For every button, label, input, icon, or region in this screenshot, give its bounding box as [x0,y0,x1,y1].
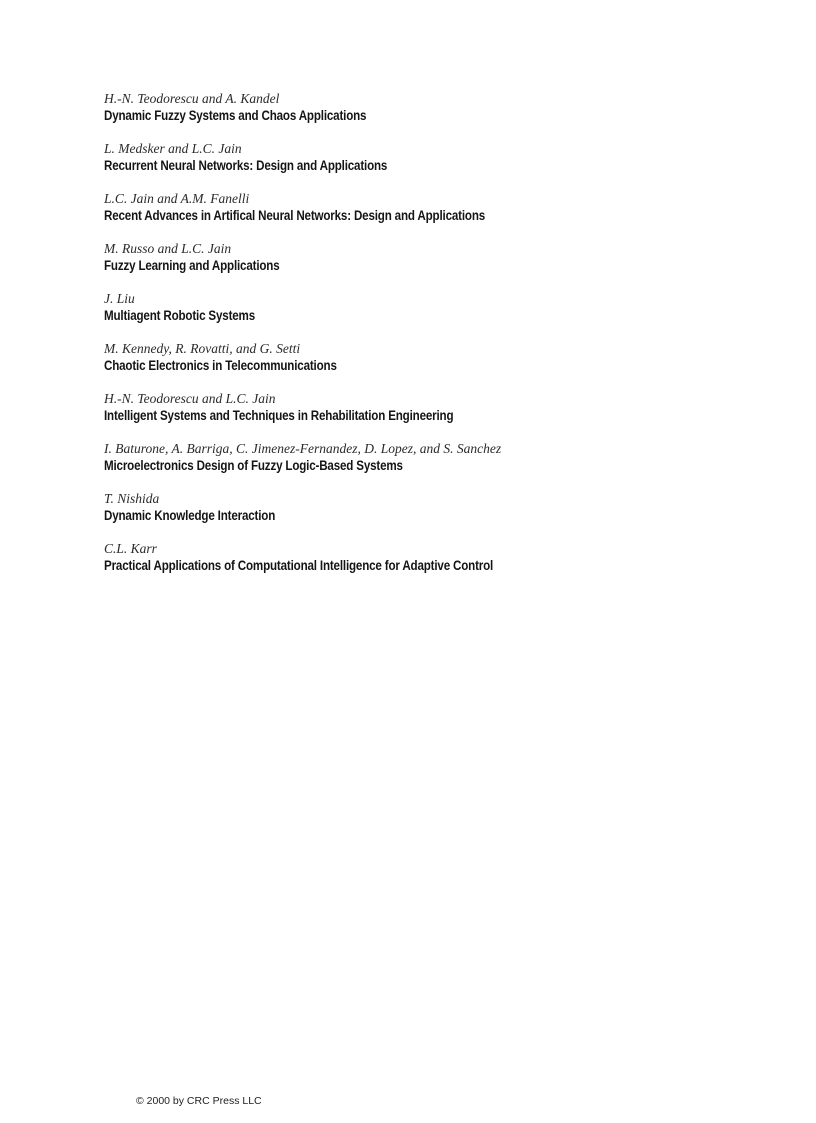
book-entry [104,340,784,390]
book-authors: T. Nishida [104,491,160,506]
book-entry [104,140,784,190]
book-title: Recurrent Neural Networks: Design and Applications [104,158,388,173]
book-entry [104,190,784,240]
book-title: Multiagent Robotic Systems [104,308,255,323]
book-entry [104,540,784,590]
book-title: Fuzzy Learning and Applications [104,258,280,273]
copyright-notice: © 2000 by CRC Press LLC [136,1095,262,1107]
book-authors: I. Baturone, A. Barriga, C. Jimenez-Fernandez, D. Lopez, and S. Sanchez [104,441,502,456]
book-authors: L.C. Jain and A.M. Fanelli [104,191,250,206]
book-title: Dynamic Fuzzy Systems and Chaos Applications [104,108,367,123]
book-entry [104,90,784,140]
book-title: Recent Advances in Artifical Neural Networks: Design and Applications [104,208,486,223]
book-authors: J. Liu [104,291,135,306]
book-authors: H.-N. Teodorescu and A. Kandel [104,91,280,106]
book-title: Chaotic Electronics in Telecommunications [104,358,337,373]
book-authors: M. Russo and L.C. Jain [104,241,232,256]
book-authors: H.-N. Teodorescu and L.C. Jain [104,391,276,406]
book-title: Microelectronics Design of Fuzzy Logic-Based Systems [104,458,403,473]
book-entry [104,290,784,340]
book-series-list [104,90,784,590]
book-authors: M. Kennedy, R. Rovatti, and G. Setti [104,341,301,356]
book-entry [104,390,784,440]
book-title: Practical Applications of Computational Intelligence for Adaptive Control [104,558,494,573]
book-entry [104,490,784,540]
book-title: Intelligent Systems and Techniques in Rehabilitation Engineering [104,408,454,423]
book-title: Dynamic Knowledge Interaction [104,508,276,523]
book-entry [104,240,784,290]
book-entry [104,440,784,490]
book-authors: C.L. Karr [104,541,157,556]
book-authors: L. Medsker and L.C. Jain [104,141,242,156]
